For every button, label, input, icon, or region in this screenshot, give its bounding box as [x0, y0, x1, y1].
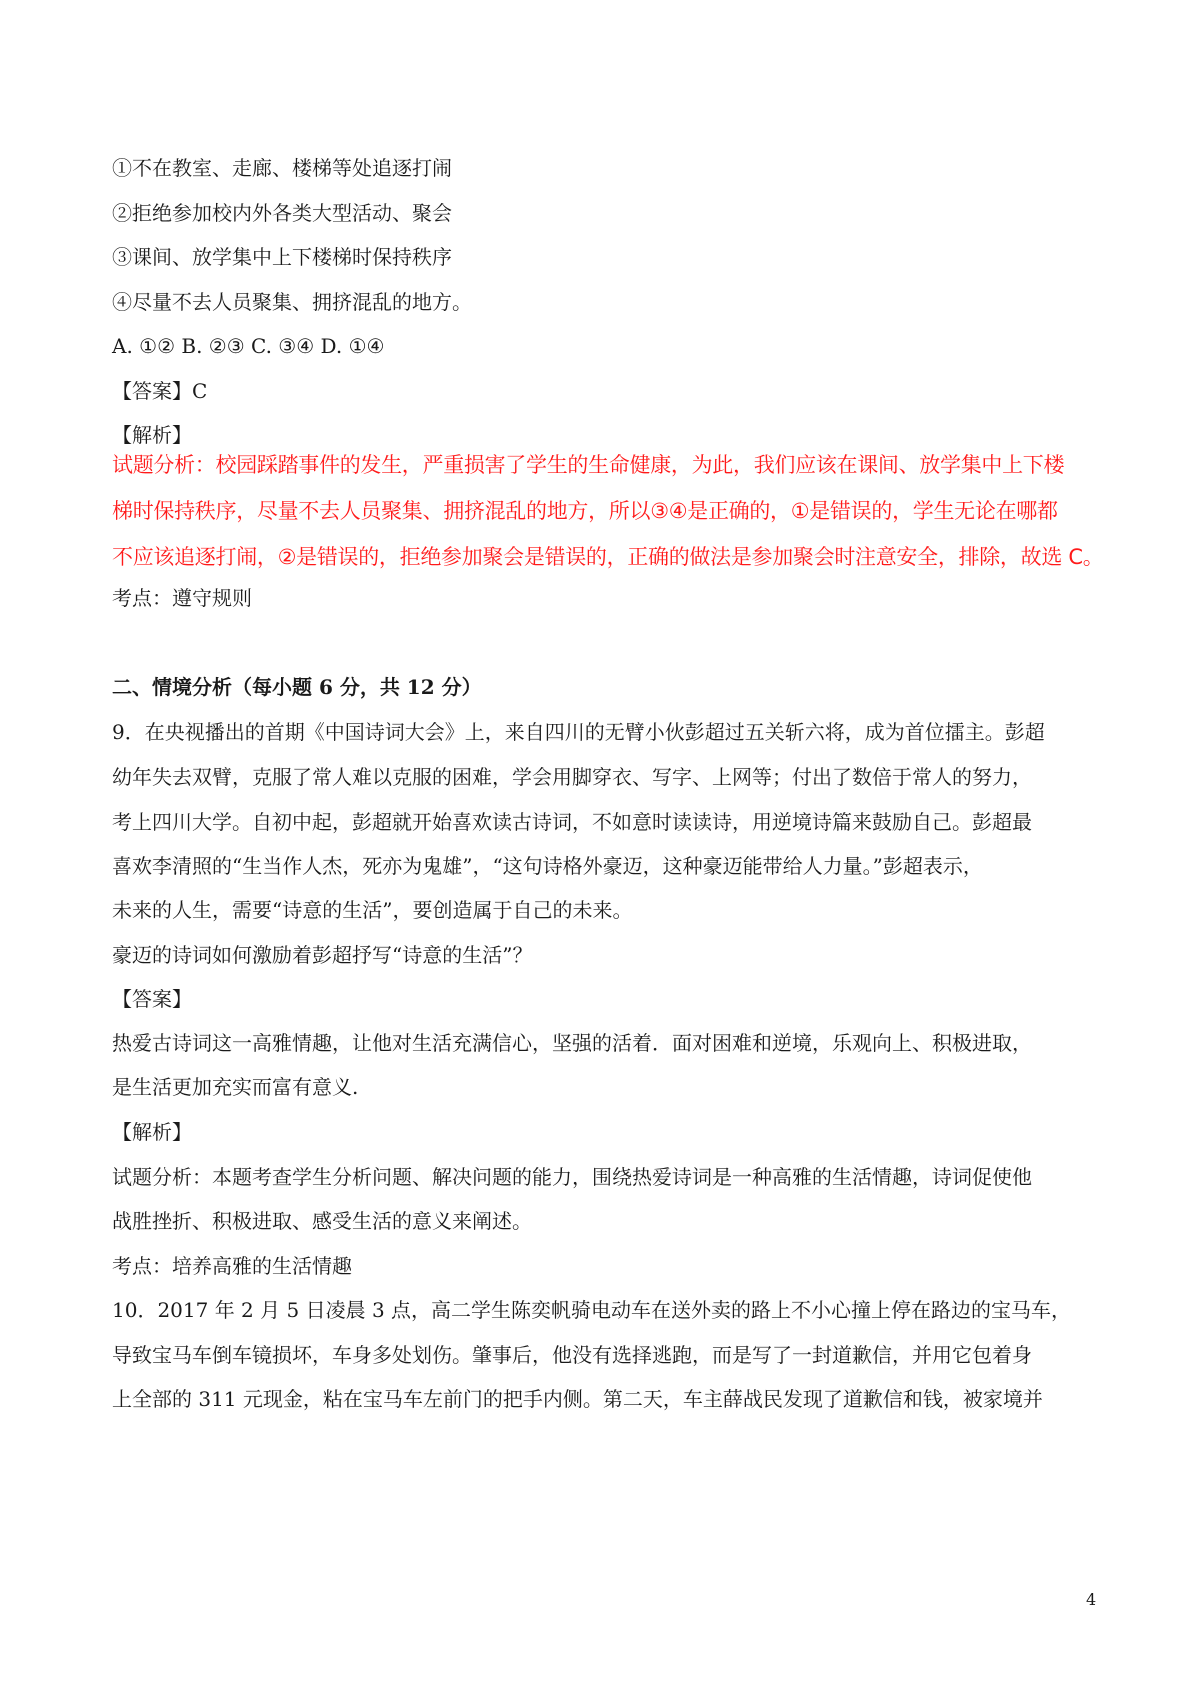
q9-analysis-line: 战胜挫折、积极进取、感受生活的意义来阐述。 — [112, 1209, 532, 1233]
q8-option-3: ③课间、放学集中上下楼梯时保持秩序 — [112, 245, 452, 269]
q9-question: 豪迈的诗词如何激励着彭超抒写“诗意的生活”？ — [112, 943, 533, 967]
page-number: 4 — [1086, 1590, 1097, 1609]
section-heading: 二、情境分析（每小题 6 分，共 12 分） — [112, 675, 482, 699]
q10-stem-line: 10．2017 年 2 月 5 日凌晨 3 点，高二学生陈奕帆骑电动车在送外卖的路上不小心撞上停在路边的宝马车， — [112, 1298, 1072, 1322]
q8-option-4: ④尽量不去人员聚集、拥挤混乱的地方。 — [112, 290, 472, 314]
q9-analysis-line: 试题分析：本题考查学生分析问题、解决问题的能力，围绕热爱诗词是一种高雅的生活情趣，诗词促使他 — [112, 1165, 1032, 1189]
q8-analysis-line: 梯时保持秩序，尽量不去人员聚集、拥挤混乱的地方，所以③④是正确的，①是错误的，学生无论在哪都 — [112, 499, 1058, 523]
q9-answer-line: 是生活更加充实而富有意义. — [112, 1075, 359, 1099]
q9-stem-line: 9．在央视播出的首期《中国诗词大会》上，来自四川的无臂小伙彭超过五关斩六将，成为首位擂主。彭超 — [112, 720, 1045, 744]
q9-analysis-label: 【解析】 — [112, 1120, 192, 1144]
q8-kaodian: 考点：遵守规则 — [112, 586, 252, 610]
q9-answer-line: 热爱古诗词这一高雅情趣，让他对生活充满信心，坚强的活着．面对困难和逆境，乐观向上、积极进取， — [112, 1031, 1032, 1055]
q8-choices: A. ①② B. ②③ C. ③④ D. ①④ — [112, 334, 385, 358]
q9-stem-line: 未来的人生，需要“诗意的生活”，要创造属于自己的未来。 — [112, 898, 633, 922]
q8-option-2: ②拒绝参加校内外各类大型活动、聚会 — [112, 201, 452, 225]
q10-stem-line: 上全部的 311 元现金，粘在宝马车左前门的把手内侧。第二天，车主薛战民发现了道歉信和钱，被家境并 — [112, 1387, 1043, 1411]
q9-stem-line: 幼年失去双臂，克服了常人难以克服的困难，学会用脚穿衣、写字、上网等；付出了数倍于常人的努力， — [112, 765, 1032, 789]
q10-stem-line: 导致宝马车倒车镜损坏，车身多处划伤。肇事后，他没有选择逃跑，而是写了一封道歉信，并用它包着身 — [112, 1343, 1032, 1367]
q8-analysis-line: 试题分析：校园踩踏事件的发生，严重损害了学生的生命健康，为此，我们应该在课间、放学集中上下楼 — [112, 453, 1065, 477]
q9-stem-line: 考上四川大学。自初中起，彭超就开始喜欢读古诗词，不如意时读读诗，用逆境诗篇来鼓励自己。彭超最 — [112, 810, 1032, 834]
q8-analysis-label: 【解析】 — [112, 423, 192, 447]
q8-option-1: ①不在教室、走廊、楼梯等处追逐打闹 — [112, 156, 452, 180]
q8-answer: 【答案】C — [112, 379, 208, 403]
q9-answer-label: 【答案】 — [112, 987, 192, 1011]
q9-stem-line: 喜欢李清照的“生当作人杰，死亦为鬼雄”，“这句诗格外豪迈，这种豪迈能带给人力量。”彭超表示， — [112, 854, 983, 878]
q8-analysis-line: 不应该追逐打闹，②是错误的，拒绝参加聚会是错误的，正确的做法是参加聚会时注意安全，排除，故选 C。 — [112, 545, 1104, 569]
q9-kaodian: 考点：培养高雅的生活情趣 — [112, 1254, 352, 1278]
